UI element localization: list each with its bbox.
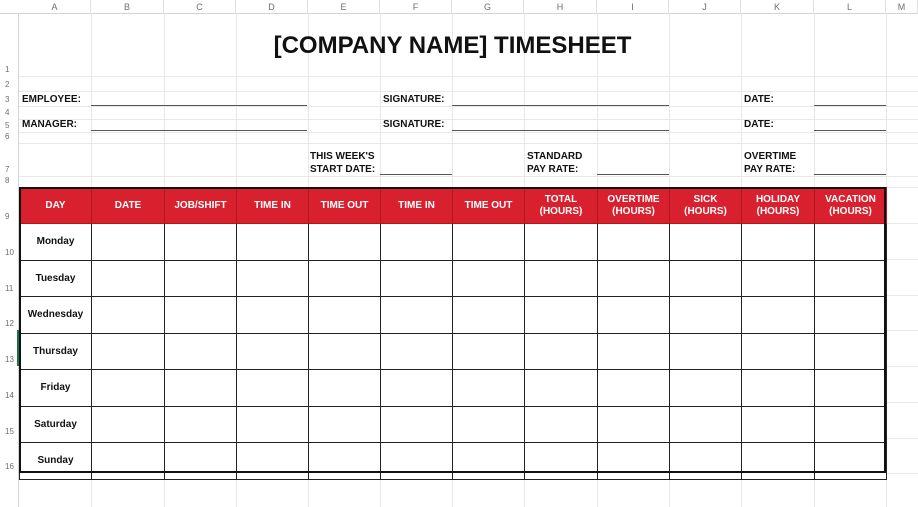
standard-pay-label: [527, 150, 582, 176]
row-header-7[interactable]: 7: [5, 165, 10, 174]
time-entry-cell[interactable]: [815, 443, 887, 480]
row-header-12[interactable]: 12: [5, 319, 14, 328]
gridline-horizontal: [19, 119, 918, 120]
time-entry-cell[interactable]: [598, 297, 670, 334]
timesheet-header-row: [20, 188, 887, 224]
time-entry-cell[interactable]: [381, 224, 453, 261]
manager-field[interactable]: [91, 130, 307, 131]
table-row: [20, 260, 887, 297]
row-header-16[interactable]: 16: [5, 462, 14, 471]
column-header-text: JOB/SHIFT: [174, 199, 227, 211]
time-entry-cell[interactable]: [453, 333, 525, 370]
time-entry-cell[interactable]: [815, 224, 887, 261]
time-entry-cell[interactable]: [742, 370, 815, 407]
week-start-field[interactable]: [380, 174, 452, 175]
column-header-cell: [309, 188, 381, 224]
column-header-bar: [0, 0, 918, 14]
overtime-pay-field[interactable]: [814, 174, 886, 175]
time-entry-cell[interactable]: [815, 370, 887, 407]
time-entry-cell[interactable]: [670, 406, 742, 443]
time-entry-cell[interactable]: [525, 370, 598, 407]
column-header-text: TIME OUT: [320, 199, 369, 211]
time-entry-cell[interactable]: [165, 370, 237, 407]
column-header-text: TIME IN: [254, 199, 291, 211]
gridline-horizontal: [19, 106, 918, 107]
day-label: Friday: [20, 370, 92, 407]
column-header-cell: [381, 188, 453, 224]
time-entry-cell[interactable]: [309, 333, 381, 370]
column-header-cell: [165, 188, 237, 224]
row-header-bar: [0, 14, 19, 507]
column-header-text: OVERTIME: [607, 193, 660, 205]
employee-label: EMPLOYEE:: [22, 94, 81, 105]
employee-field[interactable]: [91, 105, 307, 106]
row-header-5[interactable]: 5: [5, 121, 10, 130]
time-entry-cell[interactable]: [815, 297, 887, 334]
manager-date-field[interactable]: [814, 130, 886, 131]
page-title: [COMPANY NAME] TIMESHEET: [273, 32, 632, 59]
row-header-10[interactable]: 10: [5, 248, 14, 257]
time-entry-cell[interactable]: [237, 224, 309, 261]
time-entry-cell[interactable]: [92, 260, 165, 297]
day-label: Tuesday: [20, 260, 92, 297]
column-header-cell: [92, 188, 165, 224]
time-entry-cell[interactable]: [670, 333, 742, 370]
time-entry-cell[interactable]: [598, 406, 670, 443]
column-header-text: (HOURS): [539, 205, 583, 217]
column-header-m[interactable]: M: [886, 0, 918, 14]
row-header-1[interactable]: 1: [5, 65, 10, 74]
gridline-horizontal: [19, 76, 918, 77]
manager-signature-label: SIGNATURE:: [383, 119, 445, 130]
time-entry-cell[interactable]: [670, 297, 742, 334]
column-header-text: DATE: [114, 199, 142, 211]
column-header-text: TIME OUT: [464, 199, 513, 211]
gridline-horizontal: [19, 176, 918, 177]
time-entry-cell[interactable]: [309, 297, 381, 334]
time-entry-cell[interactable]: [237, 443, 309, 480]
signature-field[interactable]: [452, 105, 669, 106]
overtime-pay-label: [744, 150, 796, 176]
table-row: [20, 333, 887, 370]
column-header-text: DAY: [45, 199, 66, 211]
time-entry-cell[interactable]: [525, 260, 598, 297]
time-entry-cell[interactable]: [742, 443, 815, 480]
day-label: Wednesday: [20, 297, 92, 334]
time-entry-cell[interactable]: [92, 406, 165, 443]
time-entry-cell[interactable]: [525, 297, 598, 334]
time-entry-cell[interactable]: [309, 406, 381, 443]
time-entry-cell[interactable]: [742, 297, 815, 334]
time-entry-cell[interactable]: [381, 443, 453, 480]
time-entry-cell[interactable]: [670, 224, 742, 261]
time-entry-cell[interactable]: [381, 260, 453, 297]
time-entry-cell[interactable]: [453, 370, 525, 407]
date-label: DATE:: [744, 94, 774, 105]
column-header-cell: [525, 188, 598, 224]
column-header-text: (HOURS): [756, 205, 800, 217]
week-start-label-line2: START DATE:: [310, 164, 376, 175]
column-header-i[interactable]: I: [597, 0, 669, 14]
standard-pay-label-line1: STANDARD: [527, 151, 583, 162]
row-header-15[interactable]: 15: [5, 427, 14, 436]
table-row: [20, 370, 887, 407]
column-header-a[interactable]: A: [19, 0, 91, 14]
time-entry-cell[interactable]: [381, 297, 453, 334]
time-entry-cell[interactable]: [670, 260, 742, 297]
column-header-text: TOTAL: [544, 193, 578, 205]
row-header-13[interactable]: 13: [5, 355, 14, 364]
time-entry-cell[interactable]: [237, 406, 309, 443]
time-entry-cell[interactable]: [453, 224, 525, 261]
time-entry-cell[interactable]: [309, 224, 381, 261]
table-row: [20, 224, 887, 261]
time-entry-cell[interactable]: [453, 406, 525, 443]
day-label: Saturday: [20, 406, 92, 443]
time-entry-cell[interactable]: [670, 370, 742, 407]
time-entry-cell[interactable]: [92, 224, 165, 261]
time-entry-cell[interactable]: [742, 224, 815, 261]
time-entry-cell[interactable]: [237, 370, 309, 407]
column-header-text: (HOURS): [684, 205, 727, 217]
time-entry-cell[interactable]: [165, 443, 237, 480]
column-header-b[interactable]: B: [91, 0, 164, 14]
column-header-text: (HOURS): [829, 205, 872, 217]
time-entry-cell[interactable]: [453, 297, 525, 334]
time-entry-cell[interactable]: [598, 260, 670, 297]
day-label: Thursday: [20, 333, 92, 370]
gridline-horizontal: [19, 143, 918, 144]
row-selection-indicator: [17, 330, 19, 366]
column-header-l[interactable]: L: [814, 0, 886, 14]
row-header-3[interactable]: 3: [5, 95, 10, 104]
standard-pay-label-line2: PAY RATE:: [527, 164, 579, 175]
time-entry-cell[interactable]: [381, 370, 453, 407]
day-label: Monday: [20, 224, 92, 261]
timesheet-table: [19, 187, 887, 480]
time-entry-cell[interactable]: [598, 370, 670, 407]
time-entry-cell[interactable]: [598, 224, 670, 261]
time-entry-cell[interactable]: [525, 224, 598, 261]
time-entry-cell[interactable]: [237, 297, 309, 334]
time-entry-cell[interactable]: [165, 224, 237, 261]
gridline-horizontal: [19, 132, 918, 133]
column-header-h[interactable]: H: [524, 0, 597, 14]
time-entry-cell[interactable]: [92, 297, 165, 334]
column-header-cell: [670, 188, 742, 224]
time-entry-cell[interactable]: [165, 297, 237, 334]
time-entry-cell[interactable]: [742, 406, 815, 443]
row-header-6[interactable]: 6: [5, 132, 10, 141]
manager-date-label: DATE:: [744, 119, 774, 130]
time-entry-cell[interactable]: [815, 333, 887, 370]
time-entry-cell[interactable]: [453, 443, 525, 480]
time-entry-cell[interactable]: [92, 333, 165, 370]
column-header-text: HOLIDAY: [755, 193, 801, 205]
row-header-11[interactable]: 11: [5, 284, 14, 293]
column-header-cell: [742, 188, 815, 224]
column-header-text: VACATION: [825, 193, 876, 205]
column-header-k[interactable]: K: [741, 0, 814, 14]
column-header-cell: [237, 188, 309, 224]
column-header-cell: [453, 188, 525, 224]
date-field[interactable]: [814, 105, 886, 106]
column-header-text: (HOURS): [612, 205, 655, 217]
gridline-horizontal: [19, 91, 918, 92]
time-entry-cell[interactable]: [165, 406, 237, 443]
time-entry-cell[interactable]: [381, 333, 453, 370]
time-entry-cell[interactable]: [381, 406, 453, 443]
time-entry-cell[interactable]: [815, 406, 887, 443]
time-entry-cell[interactable]: [815, 260, 887, 297]
week-start-label-line1: THIS WEEK'S: [310, 151, 375, 162]
column-header-d[interactable]: D: [236, 0, 308, 14]
column-header-cell: [20, 188, 92, 224]
signature-label: SIGNATURE:: [383, 94, 445, 105]
row-header-14[interactable]: 14: [5, 391, 14, 400]
day-label: Sunday: [20, 443, 92, 480]
manager-signature-field[interactable]: [452, 130, 669, 131]
time-entry-cell[interactable]: [453, 260, 525, 297]
time-entry-cell[interactable]: [742, 333, 815, 370]
overtime-pay-label-line1: OVERTIME: [744, 151, 797, 162]
time-entry-cell[interactable]: [165, 333, 237, 370]
row-header-2[interactable]: 2: [5, 80, 10, 89]
time-entry-cell[interactable]: [598, 333, 670, 370]
column-header-j[interactable]: J: [669, 0, 741, 14]
time-entry-cell[interactable]: [92, 370, 165, 407]
table-row: [20, 297, 887, 334]
time-entry-cell[interactable]: [525, 406, 598, 443]
row-header-9[interactable]: 9: [5, 212, 10, 221]
time-entry-cell[interactable]: [742, 260, 815, 297]
time-entry-cell[interactable]: [670, 443, 742, 480]
row-header-4[interactable]: 4: [5, 108, 10, 117]
time-entry-cell[interactable]: [237, 260, 309, 297]
time-entry-cell[interactable]: [237, 333, 309, 370]
column-header-f[interactable]: F: [380, 0, 452, 14]
time-entry-cell[interactable]: [92, 443, 165, 480]
column-header-g[interactable]: G: [452, 0, 524, 14]
week-start-label: [310, 150, 375, 176]
manager-label: MANAGER:: [22, 119, 77, 130]
column-header-e[interactable]: E: [308, 0, 380, 14]
column-header-cell: [815, 188, 887, 224]
time-entry-cell[interactable]: [525, 443, 598, 480]
time-entry-cell[interactable]: [309, 260, 381, 297]
overtime-pay-label-line2: PAY RATE:: [744, 164, 796, 175]
time-entry-cell[interactable]: [309, 443, 381, 480]
row-header-8[interactable]: 8: [5, 176, 10, 185]
column-header-c[interactable]: C: [164, 0, 236, 14]
time-entry-cell[interactable]: [309, 370, 381, 407]
table-row: [20, 406, 887, 443]
column-header-text: TIME IN: [398, 199, 435, 211]
table-row: [20, 443, 887, 480]
time-entry-cell[interactable]: [165, 260, 237, 297]
time-entry-cell[interactable]: [525, 333, 598, 370]
column-header-cell: [598, 188, 670, 224]
time-entry-cell[interactable]: [598, 443, 670, 480]
column-header-text: SICK: [693, 193, 718, 205]
standard-pay-field[interactable]: [597, 174, 669, 175]
